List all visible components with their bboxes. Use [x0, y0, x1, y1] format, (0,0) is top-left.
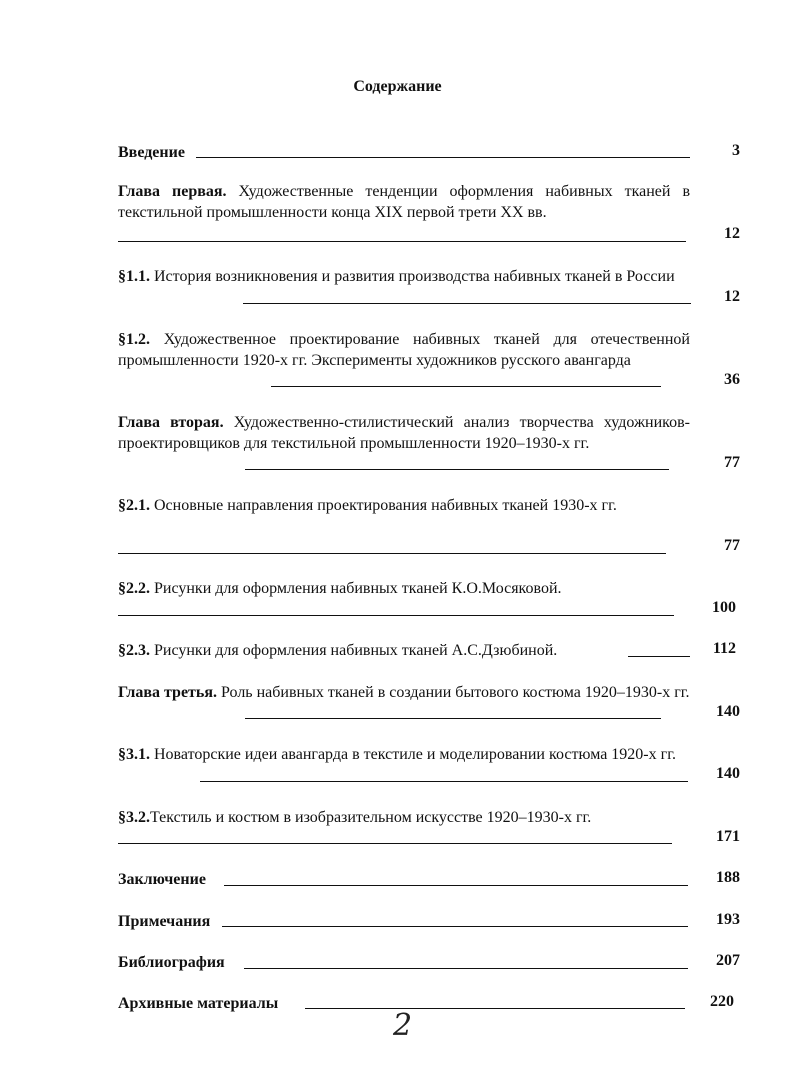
entry-label: §2.2.: [118, 580, 150, 597]
page-number: 188: [716, 869, 740, 886]
page-number: 220: [710, 993, 734, 1010]
toc-entry-introduction[interactable]: [118, 142, 738, 163]
page-number: 36: [724, 371, 740, 388]
toc-entry-section-2-1[interactable]: [118, 495, 738, 516]
page-number: 140: [716, 765, 740, 782]
toc-entry-section-2-3[interactable]: [118, 640, 738, 661]
toc-entry-section-1-1[interactable]: [118, 266, 738, 287]
leader-line: [118, 241, 686, 242]
leader-line: [243, 303, 691, 304]
entry-label: §2.1.: [118, 497, 150, 514]
entry-label: Введение: [118, 144, 185, 161]
page-title: Содержание: [353, 78, 442, 95]
leader-line: [271, 386, 661, 387]
page-number: 3: [732, 142, 740, 159]
leader-line: [305, 1008, 685, 1009]
leader-line: [244, 968, 688, 969]
leader-line: [196, 157, 690, 158]
toc-entry-chapter-2[interactable]: [118, 412, 738, 454]
entry-label: Глава первая.: [118, 183, 227, 200]
entry-title: Художественные тенденции оформления набивных тканей в текстильной промышленности конца XIX первой трети XX вв.: [118, 183, 691, 221]
entry-label: Архивные материалы: [118, 995, 279, 1012]
entry-title: Основные направления проектирования набивных тканей 1930-х гг.: [154, 497, 617, 514]
toc-entry-section-2-2[interactable]: [118, 578, 738, 599]
entry-title: Художественно-стилистический анализ творчества художников-проектировщиков для текстильной промышленности 1920–1930-х гг.: [118, 414, 690, 452]
page-number: 140: [716, 703, 740, 720]
page-number: 12: [724, 225, 740, 242]
entry-title: Текстиль и костюм в изобразительном искусстве 1920–1930-х гг.: [150, 809, 592, 826]
page-number: 77: [724, 537, 740, 554]
entry-label: Глава третья.: [118, 684, 218, 701]
leader-line: [224, 885, 688, 886]
entry-label: Примечания: [118, 913, 211, 930]
entry-title: История возникновения и развития производства набивных тканей в России: [154, 268, 675, 285]
page-number: 171: [716, 828, 740, 845]
toc-entry-notes[interactable]: [118, 911, 738, 932]
leader-line: [118, 615, 674, 616]
entry-label: Заключение: [118, 871, 206, 888]
toc-entry-chapter-3[interactable]: [118, 682, 738, 703]
entry-title: Роль набивных тканей в создании бытового костюма 1920–1930-х гг.: [221, 684, 690, 701]
page-number: 193: [716, 911, 740, 928]
entry-label: Библиография: [118, 954, 225, 971]
leader-line: [245, 718, 661, 719]
toc-entry-chapter-1[interactable]: [118, 181, 738, 223]
entry-label: §2.3.: [118, 642, 150, 659]
toc-entry-section-3-1[interactable]: [118, 744, 738, 765]
leader-line: [245, 469, 669, 470]
entry-label: §3.1.: [118, 746, 150, 763]
entry-title: Новаторские идеи авангарда в текстиле и моделировании костюма 1920-х гг.: [154, 746, 676, 763]
toc-entry-bibliography[interactable]: [118, 952, 738, 973]
leader-line: [118, 553, 666, 554]
handwritten-page-number: 2: [393, 1008, 413, 1043]
toc-entry-archive-materials[interactable]: [118, 993, 738, 1014]
toc-entry-section-1-2[interactable]: [118, 329, 738, 371]
page-number: 77: [724, 454, 740, 471]
toc-entry-section-3-2[interactable]: [118, 807, 738, 828]
entry-title: Рисунки для оформления набивных тканей А.С.Дзюбиной.: [154, 642, 558, 659]
page-number: 12: [724, 288, 740, 305]
entry-title: Художественное проектирование набивных тканей для отечественной промышленности 1920-х гг. Эксперименты художников русского авангарда: [118, 331, 690, 369]
leader-line: [628, 656, 690, 657]
leader-line: [118, 843, 672, 844]
entry-label: Глава вторая.: [118, 414, 224, 431]
entry-label: §3.2.: [118, 809, 150, 826]
entry-label: §1.1.: [118, 268, 150, 285]
entry-title: Рисунки для оформления набивных тканей К.О.Мосяковой.: [154, 580, 562, 597]
page-number: 207: [716, 952, 740, 969]
page-number: 100: [712, 599, 736, 616]
entry-label: §1.2.: [118, 331, 150, 348]
leader-line: [222, 926, 688, 927]
leader-line: [200, 781, 688, 782]
page-number: 112: [712, 640, 736, 657]
toc-entry-conclusion[interactable]: [118, 869, 738, 890]
